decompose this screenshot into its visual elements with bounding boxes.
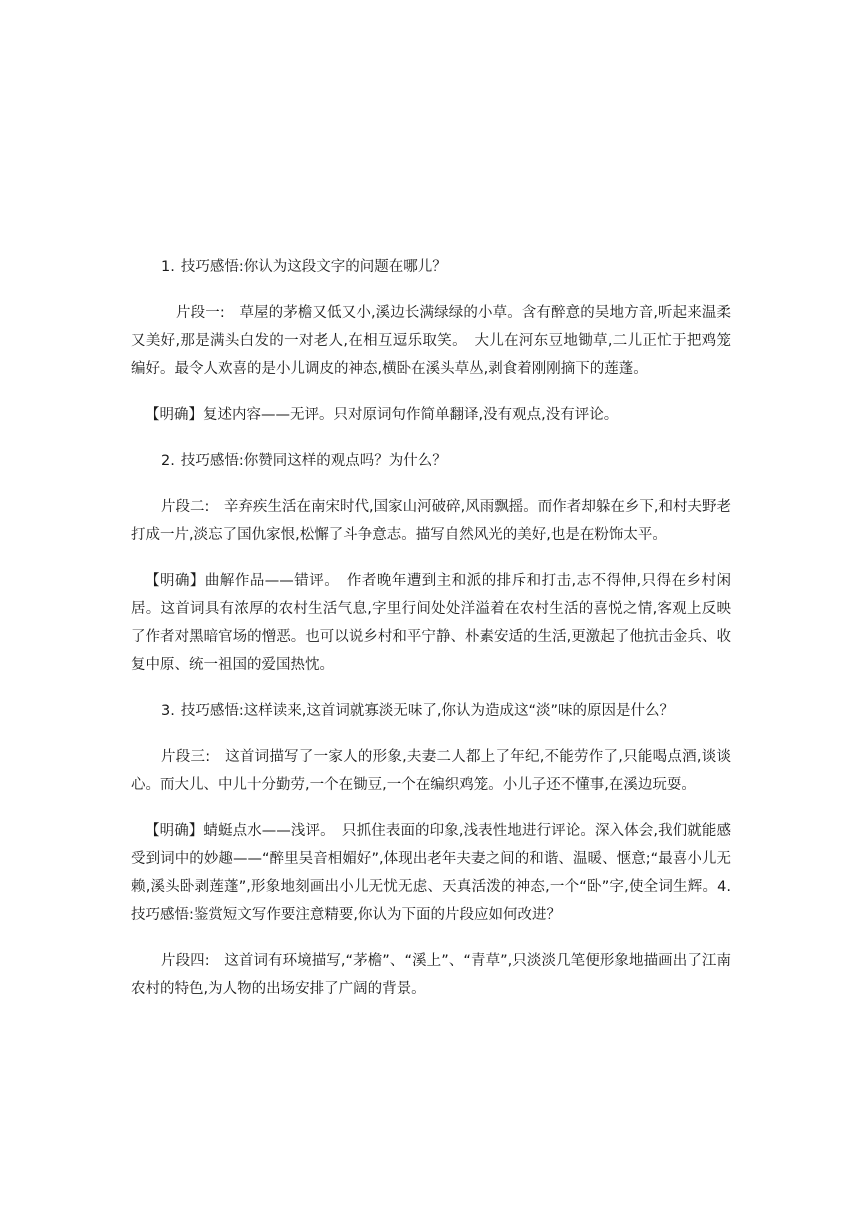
excerpt-1: 片段一: 草屋的茅檐又低又小,溪边长满绿绿的小草。含有醉意的吴地方音,听起来温柔又美好,那是满头白发的一对老人,在相互逗乐取笑。 大儿在河东豆地锄草,二儿正忙于把鸡笼编好。最令人欢喜的是小儿调皮的神态,横卧在溪头草丛,剥食着刚刚摘下的莲蓬。 (131, 305, 731, 377)
question-text: 技巧感悟:你赞同这样的观点吗？为什么？ (180, 453, 447, 469)
answer-2: 【明确】曲解作品——错评。 作者晚年遭到主和派的排斥和打击,志不得伸,只得在乡村闲居。这首词具有浓厚的农村生活气息,字里行间处处洋溢着在农村生活的喜悦之情,客观上反映了作者对黑暗官场的憎恶。也可以说乡村和平宁静、朴素安适的生活,更激起了他抗击金兵、收复中原、统一祖国的爱国热忱。 (131, 573, 731, 673)
answer-1: 【明确】复述内容——无评。只对原词句作简单翻译,没有观点,没有评论。 (145, 407, 619, 423)
excerpt-3: 片段三: 这首词描写了一家人的形象,夫妻二人都上了年纪,不能劳作了,只能喝点酒,谈谈心。而大儿、中儿十分勤劳,一个在锄豆,一个在编织鸡笼。小儿子还不懂事,在溪边玩耍。 (131, 749, 731, 793)
excerpt-4: 片段四: 这首词有环境描写,“茅檐”、“溪上”、“青草”,只淡淡几笔便形象地描画出了江南农村的特色,为人物的出场安排了广阔的背景。 (131, 953, 731, 997)
question-1 (161, 253, 731, 281)
question-2 (161, 447, 731, 475)
question-text: 技巧感悟:这样读来,这首词就寡淡无味了,你认为造成这“淡”味的原因是什么？ (180, 703, 674, 719)
answer-3: 【明确】蜻蜓点水——浅评。 只抓住表面的印象,浅表性地进行评论。深入体会,我们就能感受到词中的妙趣——“醉里吴音相媚好”,体现出老年夫妻之间的和谐、温暖、惬意;“最喜小儿无赖,溪头卧剥莲蓬”,形象地刻画出小儿无忧无虑、天真活泼的神态,一个“卧”字,使全词生辉。4. 技巧感悟:鉴赏短文写作要注意精要,你认为下面的片段应如何改进？ (131, 823, 731, 923)
question-number: 3. (161, 703, 175, 719)
excerpt-2: 片段二: 辛弃疾生活在南宋时代,国家山河破碎,风雨飘摇。而作者却躲在乡下,和村夫野老打成一片,淡忘了国仇家恨,松懈了斗争意志。描写自然风光的美好,也是在粉饰太平。 (131, 499, 731, 543)
question-text: 技巧感悟:你认为这段文字的问题在哪儿？ (180, 259, 447, 275)
question-3 (161, 697, 731, 725)
question-number: 2. (161, 453, 175, 469)
question-number: 1. (161, 259, 175, 275)
document-body (131, 253, 731, 1021)
